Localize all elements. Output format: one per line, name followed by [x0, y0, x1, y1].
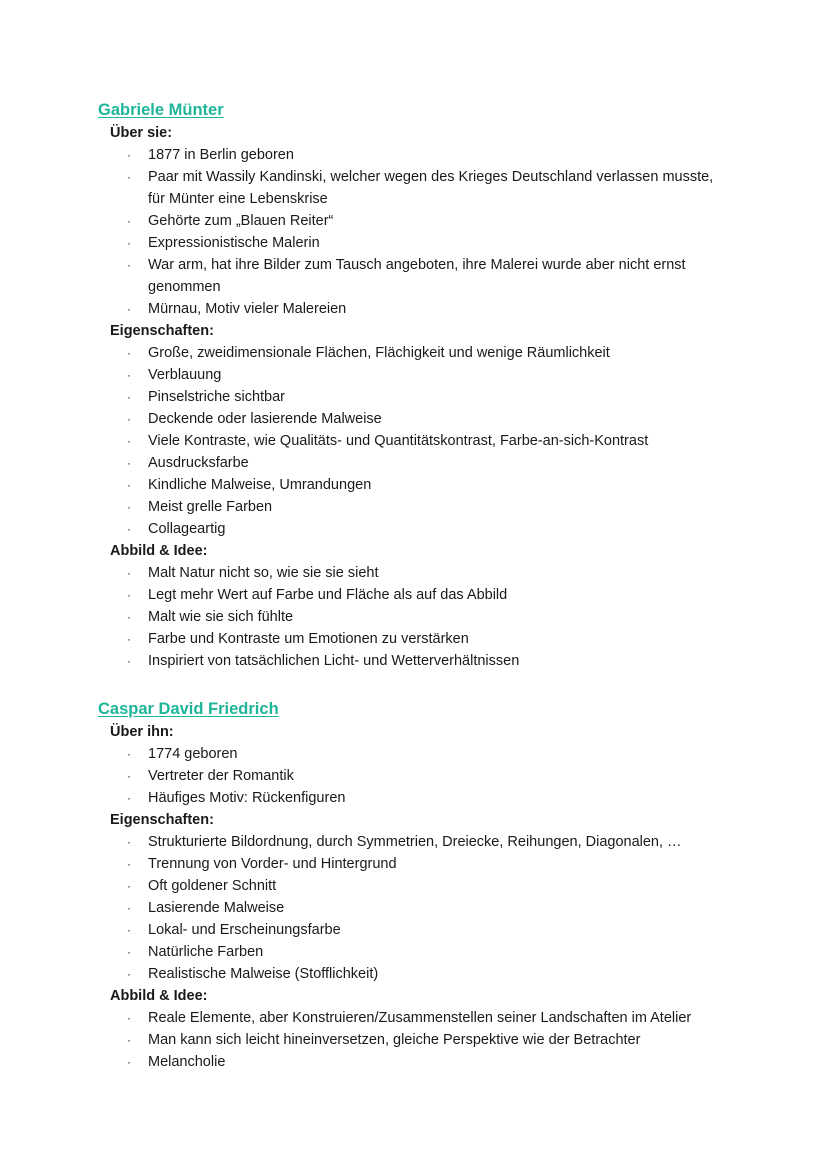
bullet-icon: · [127, 857, 131, 871]
bullet-icon: · [127, 588, 131, 602]
bullet-icon: · [127, 302, 131, 316]
list-item-text: Deckende oder lasierende Malweise [148, 411, 382, 427]
bullet-icon: · [127, 791, 131, 805]
list-item [98, 963, 733, 985]
section-title: Caspar David Friedrich [98, 700, 279, 718]
bullet-icon: · [127, 456, 131, 470]
bullet-icon: · [127, 747, 131, 761]
bullet-icon: · [127, 522, 131, 536]
list-item-text: Inspiriert von tatsächlichen Licht- und Wetterverhältnissen [148, 653, 520, 669]
list-item-text: Kindliche Malweise, Umrandungen [148, 477, 372, 493]
list-item [98, 298, 733, 320]
list-item [98, 628, 733, 650]
list-item [98, 875, 733, 897]
list-item-text: Große, zweidimensionale Flächen, Flächigkeit und wenige Räumlichkeit [148, 345, 610, 361]
list-item [98, 941, 733, 963]
section-title: Gabriele Münter [98, 101, 224, 119]
bullet-icon: · [127, 769, 131, 783]
bullet-icon: · [127, 610, 131, 624]
bullet-icon: · [127, 566, 131, 580]
list-item [98, 210, 733, 232]
list-item-text: Oft goldener Schnitt [148, 878, 277, 894]
bullet-list [98, 1007, 798, 1073]
list-item-text: Farbe und Kontraste um Emotionen zu verstärken [148, 631, 469, 647]
bullet-icon: · [127, 368, 131, 382]
list-item [98, 144, 733, 166]
list-item-text: Natürliche Farben [148, 944, 264, 960]
list-item [98, 831, 733, 853]
group-heading: Abbild & Idee: [110, 988, 208, 1004]
list-item [98, 562, 733, 584]
list-item-text: Malt Natur nicht so, wie sie sie sieht [148, 565, 379, 581]
list-item-text: Reale Elemente, aber Konstruieren/Zusammenstellen seiner Landschaften im Atelier [148, 1010, 692, 1026]
group-heading: Abbild & Idee: [110, 543, 208, 559]
bullet-icon: · [127, 170, 131, 184]
list-item [98, 254, 733, 298]
bullet-icon: · [127, 390, 131, 404]
list-item [98, 496, 733, 518]
list-item [98, 787, 733, 809]
bullet-icon: · [127, 654, 131, 668]
bullet-icon: · [127, 835, 131, 849]
bullet-icon: · [127, 945, 131, 959]
list-item-text: Trennung von Vorder- und Hintergrund [148, 856, 397, 872]
list-item [98, 1029, 733, 1051]
list-item [98, 584, 733, 606]
group-heading: Über sie: [110, 125, 173, 141]
bullet-icon: · [127, 346, 131, 360]
list-item-text: Legt mehr Wert auf Farbe und Fläche als auf das Abbild [148, 587, 508, 603]
list-item-text: Strukturierte Bildordnung, durch Symmetrien, Dreiecke, Reihungen, Diagonalen, … [148, 834, 682, 850]
list-item-text: Collageartig [148, 521, 226, 537]
bullet-icon: · [127, 967, 131, 981]
list-item-text: 1774 geboren [148, 746, 238, 762]
bullet-icon: · [127, 214, 131, 228]
list-item [98, 408, 733, 430]
group-heading: Eigenschaften: [110, 812, 214, 828]
list-item [98, 166, 733, 210]
list-item-text: Lokal- und Erscheinungsfarbe [148, 922, 341, 938]
list-item [98, 1007, 733, 1029]
list-item [98, 342, 733, 364]
bullet-icon: · [127, 901, 131, 915]
list-item-text: Ausdrucksfarbe [148, 455, 249, 471]
bullet-icon: · [127, 1033, 131, 1047]
list-item-text: Melancholie [148, 1054, 226, 1070]
list-item [98, 606, 733, 628]
bullet-icon: · [127, 236, 131, 250]
list-item-text: Mürnau, Motiv vieler Malereien [148, 301, 347, 317]
list-item-text: Man kann sich leicht hineinversetzen, gleiche Perspektive wie der Betrachter [148, 1032, 641, 1048]
list-item-text: Malt wie sie sich fühlte [148, 609, 294, 625]
list-item [98, 364, 733, 386]
bullet-icon: · [127, 148, 131, 162]
bullet-list [98, 562, 798, 672]
list-item-text: Meist grelle Farben [148, 499, 273, 515]
bullet-icon: · [127, 923, 131, 937]
bullet-list [98, 144, 798, 320]
list-item-text: 1877 in Berlin geboren [148, 147, 294, 163]
list-item [98, 765, 733, 787]
list-item [98, 919, 733, 941]
list-item [98, 853, 733, 875]
list-item-text: Expressionistische Malerin [148, 235, 320, 251]
bullet-icon: · [127, 632, 131, 646]
bullet-list [98, 831, 798, 985]
bullet-icon: · [127, 1055, 131, 1069]
list-item [98, 430, 733, 452]
list-item-text: Paar mit Wassily Kandinski, welcher wegen des Krieges Deutschland verlassen musste, für Münter eine Lebenskrise [148, 169, 714, 207]
section-gabriele-muenter [98, 98, 798, 672]
list-item [98, 897, 733, 919]
list-item [98, 232, 733, 254]
list-item-text: Vertreter der Romantik [148, 768, 294, 784]
list-item-text: Realistische Malweise (Stofflichkeit) [148, 966, 379, 982]
list-item-text: Pinselstriche sichtbar [148, 389, 285, 405]
list-item [98, 386, 733, 408]
bullet-icon: · [127, 478, 131, 492]
group-heading: Eigenschaften: [110, 323, 214, 339]
bullet-icon: · [127, 258, 131, 272]
bullet-icon: · [127, 1011, 131, 1025]
list-item-text: Lasierende Malweise [148, 900, 285, 916]
bullet-list [98, 342, 798, 540]
list-item [98, 650, 733, 672]
bullet-icon: · [127, 434, 131, 448]
section-caspar-david-friedrich [98, 697, 798, 1073]
bullet-icon: · [127, 879, 131, 893]
list-item-text: War arm, hat ihre Bilder zum Tausch angeboten, ihre Malerei wurde aber nicht ernst genommen [148, 257, 686, 295]
list-item-text: Viele Kontraste, wie Qualitäts- und Quantitätskontrast, Farbe-an-sich-Kontrast [148, 433, 649, 449]
list-item-text: Verblauung [148, 367, 222, 383]
list-item [98, 743, 733, 765]
bullet-icon: · [127, 500, 131, 514]
list-item-text: Gehörte zum „Blauen Reiter“ [148, 213, 334, 229]
list-item [98, 452, 733, 474]
list-item [98, 474, 733, 496]
group-heading: Über ihn: [110, 724, 174, 740]
list-item [98, 518, 733, 540]
list-item-text: Häufiges Motiv: Rückenfiguren [148, 790, 346, 806]
bullet-list [98, 743, 798, 809]
bullet-icon: · [127, 412, 131, 426]
list-item [98, 1051, 733, 1073]
